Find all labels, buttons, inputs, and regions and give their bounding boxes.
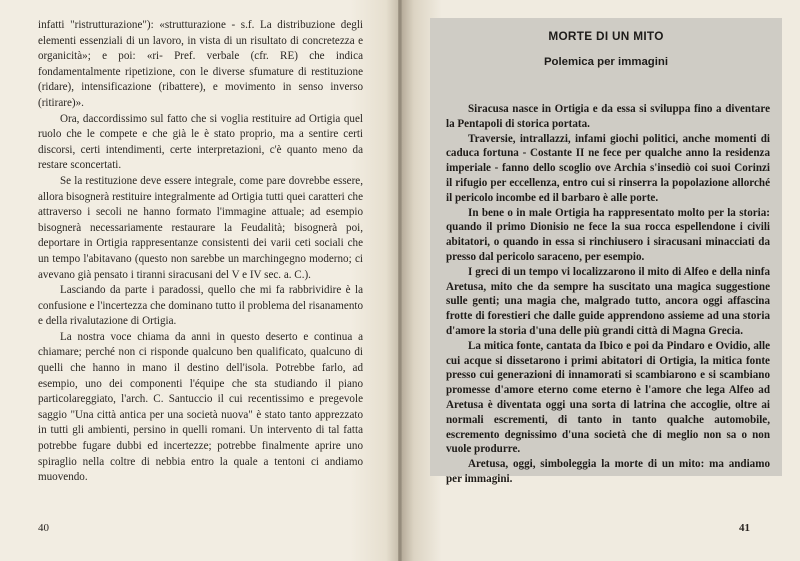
article-subtitle: Polemica per immagini (543, 56, 669, 68)
left-page (0, 0, 398, 561)
article-paragraph-3: In bene o in male Ortigia ha rappresentato molto per la storia: quando il primo Dionisio ne fece la sua rocca espellendone i civili abitatori, o quando in essa si rinchiusero i siracusani minacciati da presso dal pericolo saraceno, per esempio. (446, 206, 770, 263)
article-paragraph-1: Siracusa nasce in Ortigia e da essa si sviluppa fino a diventare la Pentapoli di storica portata. (446, 103, 770, 130)
article-body (446, 102, 770, 487)
article-paragraph-6: Aretusa, oggi, simboleggia la morte di un mito: ma andiamo per immagini. (446, 458, 770, 485)
left-paragraph-3: Se la restituzione deve essere integrale, come pare dovrebbe essere, allora bisognerà restituire integralmente ad Ortigia tutti quei caratteri che attraverso i secoli ne hanno formato l'immagine attuale; ad esempio bisognerà necessariamente restaurare la Feudalità; bisognerà poi, deportare in Ortigia rappresentanze consistenti dei varii ceti sociali che un tempo l'abitavano (questo non sarebbe un marchingegno moderno; ci avevano già pensato i tiranni siracusani del V e IV sec. a. C.). (38, 174, 363, 281)
left-paragraph-4: Lasciando da parte i paradossi, quello che mi fa rabbrividire è la confusione e l'incertezza che dominano tutto il problema del risanamento e della rivalutazione di Ortigia. (38, 284, 363, 328)
left-page-body (38, 18, 363, 486)
left-paragraph-5: La nostra voce chiama da anni in questo deserto e continua a chiamare; perché non ci risponde qualcuno ben qualificato, qualcuno di quelli che hanno in mano il destino dell'isola. Potrebbe farlo, ad esempio, uno dei componenti l'équipe che sta studiando il piano particolareggiato, l'arch. C. Santuccio il cui recentissimo e pregevole saggio "Una città antica per una società nuova" è stato tanto apprezzato in tutti gli ambienti, persino in quelli romani. Un intervento di tal fatta potrebbe fugare dubbi ed incertezze; potrebbe finalmente aprire uno spiraglio nella coltre di nebbia entro la quale a tentoni ci andiamo muovendo. (38, 330, 363, 484)
right-page-number: 41 (739, 522, 750, 534)
article-paragraph-4: I greci di un tempo vi localizzarono il mito di Alfeo e della ninfa Aretusa, mito che da sempre ha suscitato una magica suggestione sulle genti; una magia che, malgrado tutto, ancora oggi affascina frotte di forestieri che dalle guide apprendono assieme ad una storia d'amore la storia d'una delle più grandi città di Magna Grecia. (446, 265, 770, 337)
article-title: MORTE DI UN MITO (548, 29, 664, 43)
left-paragraph-2: Ora, daccordissimo sul fatto che si voglia restituire ad Ortigia quel ruolo che le compete e che già le è stato proprio, ma a sentire certi discorsi, certi intendimenti, certe interpretazioni, c'è quanto meno da restare sconcertati. (38, 112, 363, 172)
left-page-number: 40 (38, 522, 49, 534)
left-paragraph-1: infatti "ristrutturazione"): «strutturazione - s.f. La distribuzione degli elementi essenziali di un lavoro, in vista di un risultato di concretezza e organicità»; e poi: «ri- Pref. verbale (cfr. RE) che indica fondamentalmente ripetizione, con le diverse sfumature di restituzione (ridare), intensificazione (ribattere), e movimento in senso inverso (ritirare)». (38, 19, 363, 109)
article-paragraph-5: La mitica fonte, cantata da Ibico e poi da Pindaro e Ovidio, alle cui acque si dissetarono i primi abitatori di Ortigia, la mitica fonte presso cui generazioni di innamorati si scambiarono e si scambiano promesse d'amore eterno come eterno è l'amore che lega Alfeo ad Aretusa è diventata oggi una sorta di latrina che accoglie, oltre ai normali escrementi, di tanto in tanto qualche automobile, escremento degnissimo d'una società che di meglio non sa o non vuole produrre. (446, 339, 770, 456)
article-paragraph-2: Traversie, intrallazzi, infami giochi politici, anche momenti di caduca fortuna - Costante II ne fece per qualche anno la residenza imperiale - fanno dello scoglio ove Archia s'insediò coi suoi Corinzi il rifugio per eccellenza, entro cui si rinserra la popolazione allorché il pericolo incombe ed il barbaro è alle porte. (446, 132, 770, 204)
right-page (402, 0, 800, 561)
article-box (430, 18, 782, 485)
